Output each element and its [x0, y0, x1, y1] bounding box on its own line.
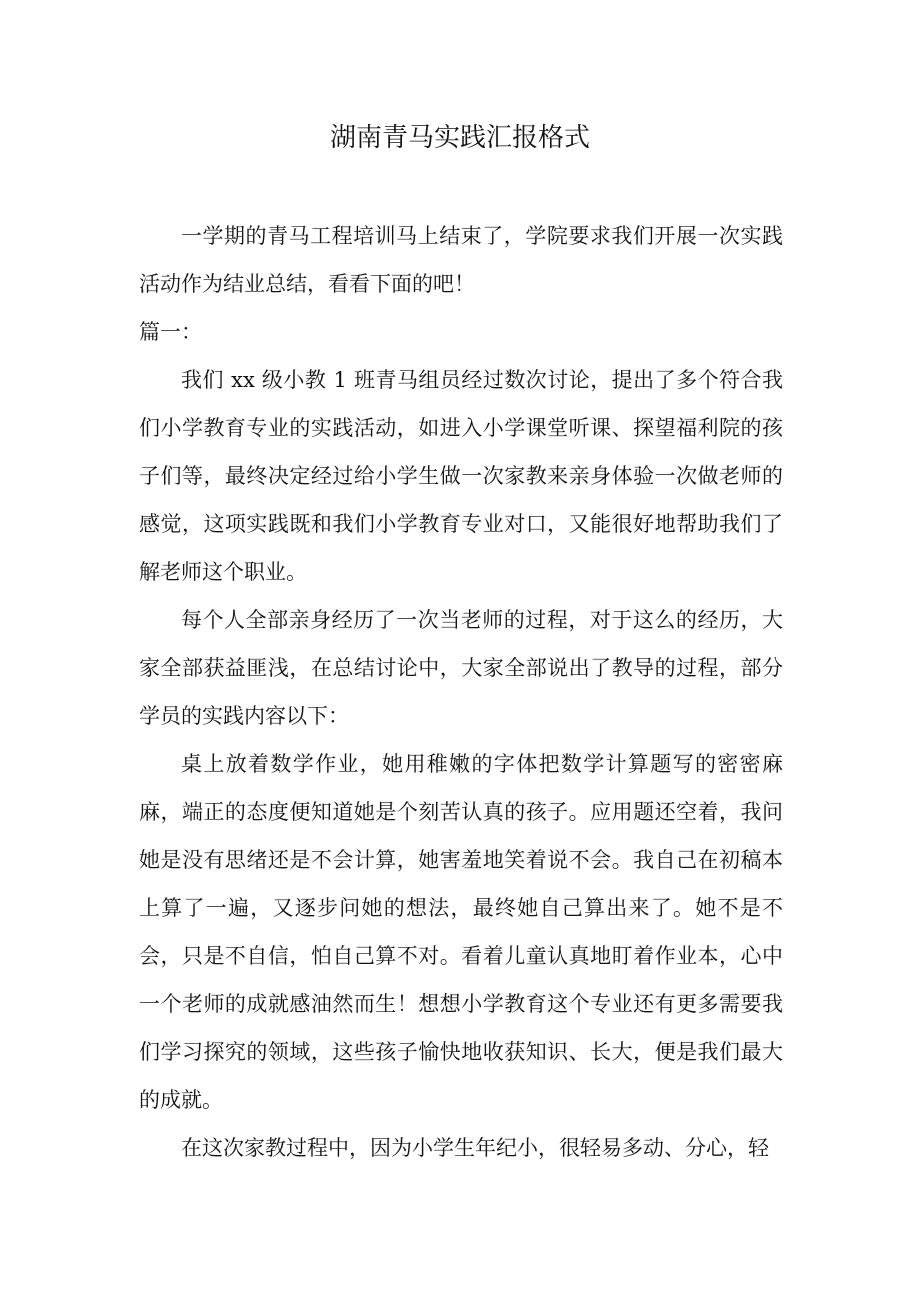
paragraph-intro: 一学期的青马工程培训马上结束了，学院要求我们开展一次实践活动作为结业总结，看看下面的吧！: [139, 224, 783, 296]
paragraph-homework: 桌上放着数学作业，她用稚嫩的字体把数学计算题写的密密麻麻，端正的态度便知道她是个刻苦认真的孩子。应用题还空着，我问她是没有思绪还是不会计算，她害羞地笑着说不会。我自己在初稿本上算了一遍，又逐步问她的想法，最终她自己算出来了。她不是不会，只是不自信，怕自己算不对。看着儿童认真地盯着作业本，心中一个老师的成就感油然而生！想想小学教育这个专业还有更多需要我们学习探究的领域，这些孩子愉快地收获知识、长大，便是我们最大的成就。: [139, 752, 783, 1112]
document-title: 湖南青马实践汇报格式: [329, 123, 590, 153]
paragraph-experience: 每个人全部亲身经历了一次当老师的过程，对于这么的经历，大家全部获益匪浅，在总结讨论中，大家全部说出了教导的过程，部分学员的实践内容以下：: [139, 608, 783, 728]
document-body: [139, 212, 783, 1172]
paragraph-discussion: 我们 xx 级小教 1 班青马组员经过数次讨论，提出了多个符合我们小学教育专业的实践活动，如进入小学课堂听课、探望福利院的孩子们等，最终决定经过给小学生做一次家教来亲身体验一次做老师的感觉，这项实践既和我们小学教育专业对口，又能很好地帮助我们了解老师这个职业。: [139, 368, 783, 584]
paragraph-tutoring: 在这次家教过程中，因为小学生年纪小，很轻易多动、分心，轻: [181, 1136, 769, 1160]
section-heading: 篇一：: [139, 320, 202, 344]
